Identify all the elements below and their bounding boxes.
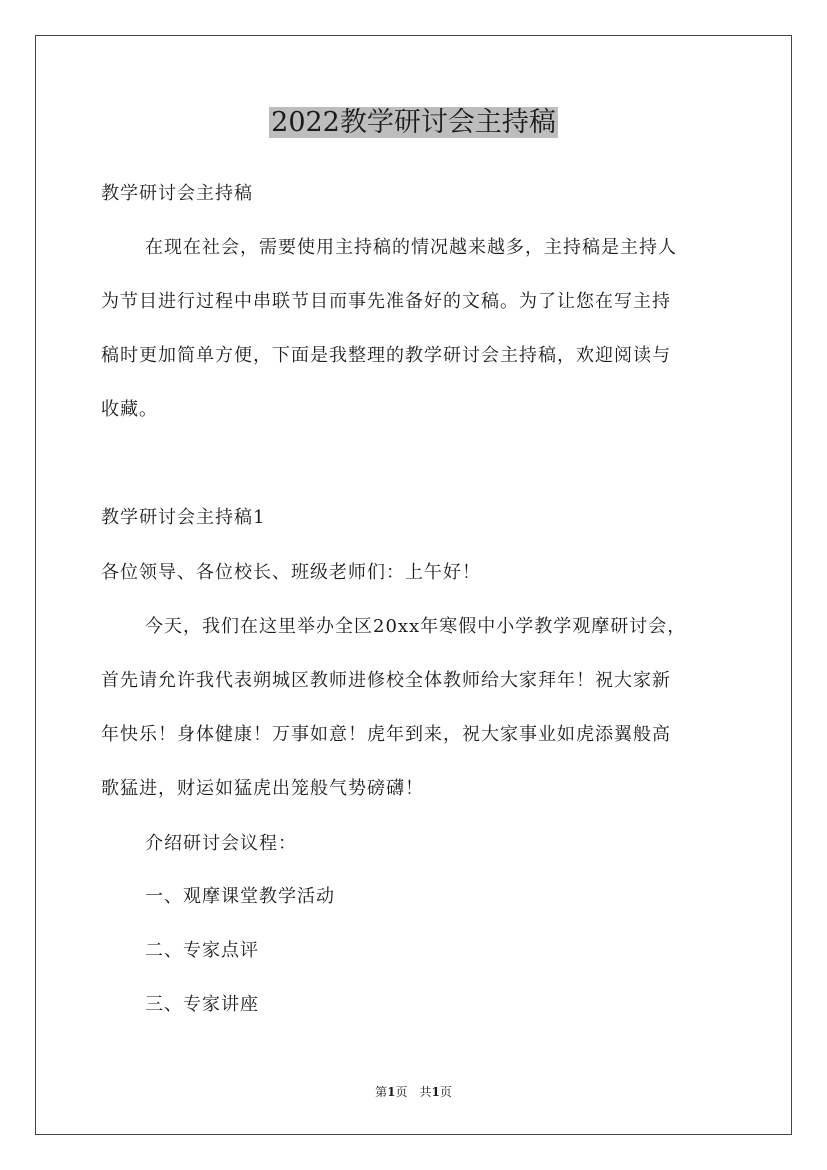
intro-line-2: 为节目进行过程中串联节目而事先准备好的文稿。为了让您在写主持 xyxy=(101,291,671,312)
body-line-3: 年快乐！身体健康！万事如意！虎年到来，祝大家事业如虎添翼般高 xyxy=(101,724,671,745)
footer-prefix: 第 xyxy=(375,1085,388,1099)
footer-current-page: 1 xyxy=(387,1085,396,1099)
agenda-item-3: 三、专家讲座 xyxy=(145,994,259,1015)
agenda-item-1: 一、观摩课堂教学活动 xyxy=(145,886,335,907)
body-line-4: 歌猛进，财运如猛虎出笼般气势磅礴！ xyxy=(101,778,424,799)
greeting-line: 各位领导、各位校长、班级老师们：上午好！ xyxy=(101,562,481,583)
footer-total-pages: 1 xyxy=(431,1085,440,1099)
intro-line-1: 在现在社会，需要使用主持稿的情况越来越多，主持稿是主持人 xyxy=(145,237,677,258)
page-footer xyxy=(0,1084,827,1100)
intro-line-4: 收藏。 xyxy=(101,399,158,420)
document-title xyxy=(0,104,827,142)
agenda-intro: 介绍研讨会议程： xyxy=(145,833,297,854)
intro-line-3: 稿时更加简单方便，下面是我整理的教学研讨会主持稿，欢迎阅读与 xyxy=(101,345,671,366)
agenda-item-2: 二、专家点评 xyxy=(145,940,259,961)
document-title-text: 2022教学研讨会主持稿 xyxy=(271,107,556,138)
body-line-1: 今天，我们在这里举办全区20xx年寒假中小学教学观摩研讨会， xyxy=(145,616,687,637)
body-line-2: 首先请允许我代表朔城区教师进修校全体教师给大家拜年！祝大家新 xyxy=(101,670,671,691)
footer-suffix: 页 xyxy=(439,1085,452,1099)
section-heading: 教学研讨会主持稿1 xyxy=(101,507,266,528)
footer-mid: 页 共 xyxy=(395,1085,432,1099)
document-subtitle: 教学研讨会主持稿 xyxy=(101,183,253,204)
